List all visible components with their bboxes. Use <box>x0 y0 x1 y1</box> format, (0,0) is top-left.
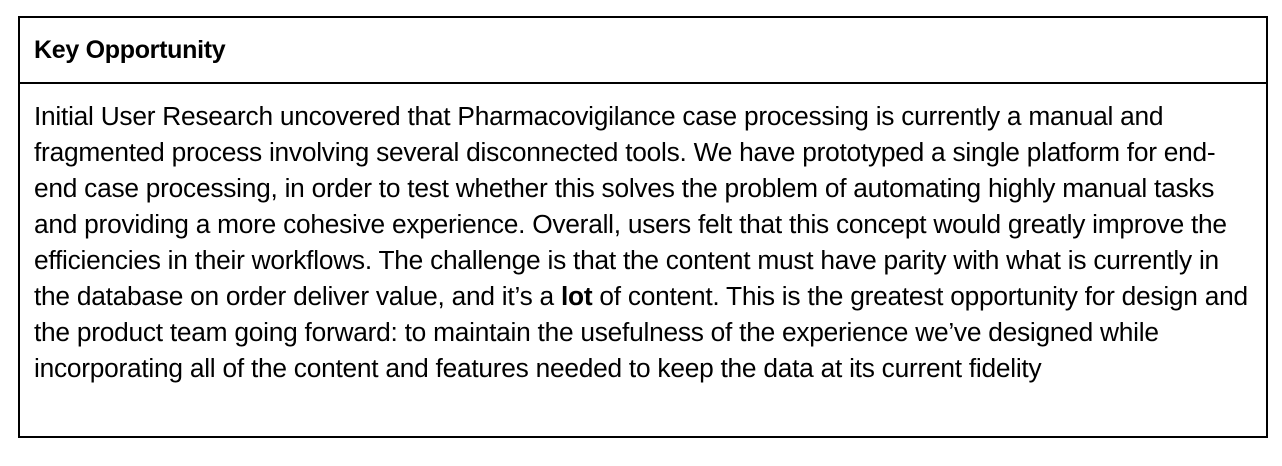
key-opportunity-table <box>18 16 1268 438</box>
table-header-cell <box>20 18 1266 84</box>
opportunity-paragraph <box>34 98 1252 386</box>
paragraph-text-start: Initial User Research uncovered that Pharmacovigilance case processing is currently a manual and fragmented process involving several disconnected tools. We have prototyped a single platform for end-end case processing, in order to test whether this solves the problem of automating highly manual tasks and providing a more cohesive experience. Overall, users felt that this concept would greatly improve the efficiencies in their workflows. The challenge is that the content must have parity with what is currently in the database on order deliver value, and it’s a <box>34 101 1227 311</box>
emphasized-word: lot <box>560 281 593 311</box>
section-heading: Key Opportunity <box>34 35 226 64</box>
table-body-cell <box>20 84 1266 436</box>
paragraph-text-end: of content. This is the greatest opportunity for design and the product team going forward: to maintain the usefulness of the experience we’ve designed while incorporating all of the content and features needed to keep the data at its current fidelity <box>34 281 1248 383</box>
